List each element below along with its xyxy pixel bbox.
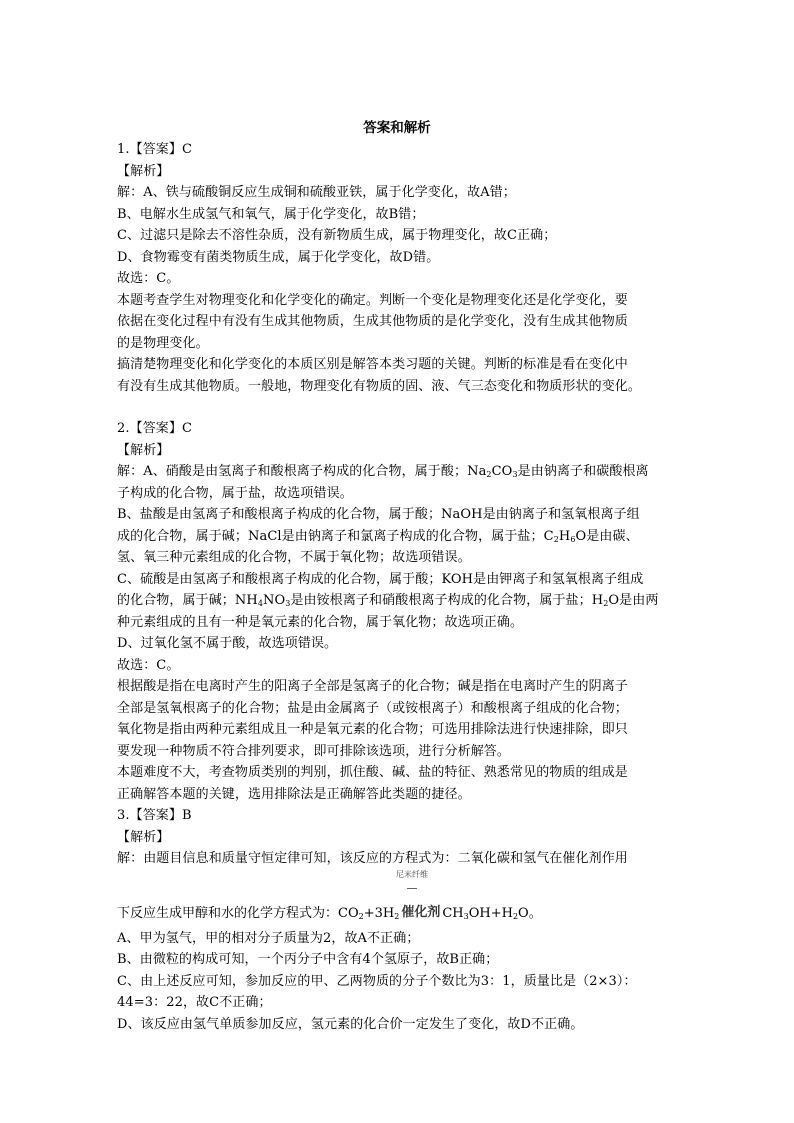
subscript: 2 — [486, 470, 492, 479]
q2-line-a1 — [117, 461, 677, 483]
condition-bar — [407, 888, 417, 889]
q1-line: C、过滤只是除去不溶性杂质，没有新物质生成，属于物理变化，故C正确； — [117, 228, 557, 243]
spacer — [117, 397, 677, 418]
chemical-equation — [117, 870, 677, 928]
subscript: 2 — [358, 911, 364, 921]
text: CH — [442, 905, 464, 921]
q2-tail-line: 正确解答本题的关键，选用排除法是正确解答此类题的捷径。 — [117, 786, 471, 802]
subscript: 3 — [285, 599, 291, 608]
text: 成的化合物，属于碱；NaCl是由钠离子和氯离子构成的化合物，属于盐；C — [117, 528, 554, 544]
question-2 — [117, 418, 677, 805]
q2-line-c3: 种元素组成的且有一种是氧元素的化合物，属于氧化物；故选项正确。 — [117, 614, 524, 630]
q1-line: 有没有生成其他物质。一般地，物理变化有物质的固、液、气三态变化和物质形状的变化。 — [117, 378, 642, 394]
q2-line-c1: C、硫酸是由氢离子和酸根离子构成的化合物，属于酸；KOH是由钾离子和氢氧根离子组成 — [117, 571, 644, 587]
subscript: 6 — [570, 534, 576, 544]
q1-line: B、电解水生成氢气和氧气，属于化学变化，故B错； — [117, 206, 425, 222]
reaction-condition — [382, 870, 442, 889]
text: O是由两 — [608, 593, 659, 608]
q2-line-b3: 氢、氧三种元素组成的化合物，不属于氧化物；故选项错误。 — [117, 550, 471, 565]
subscript: 2 — [512, 911, 519, 921]
q2-tail-line: 全部是氢氧根离子的化合物；盐是由金属离子（或铵根离子）和酸根离子组成的化合物； — [117, 700, 628, 716]
q3-line: 44=3：22，故C不正确； — [117, 995, 272, 1010]
q3-intro: 解：由题目信息和质量守恒定律可知，该反应的方程式为：二氧化碳和氢气在催化剂作用 — [117, 851, 628, 866]
text: O。 — [518, 905, 542, 921]
text: 下反应生成甲醇和水的化学方程式为：CO — [117, 905, 359, 921]
question-1 — [117, 139, 677, 397]
subscript: 3 — [463, 911, 469, 921]
q3-line: C、由上述反应可知，参加反应的甲、乙两物质的分子个数比为3：1，质量比是（2×3）： — [117, 973, 637, 989]
equation-line — [117, 902, 542, 924]
q2-tail-line: 根据酸是指在电离时产生的阳离子全部是氢离子的化合物；碱是指在电离时产生的阴离子 — [117, 679, 628, 694]
subscript: 4 — [257, 599, 264, 608]
q1-line: 本题考查学生对物理变化和化学变化的确定。判断一个变化是物理变化还是化学变化，要 — [117, 292, 628, 308]
subscript: 2 — [603, 599, 609, 608]
q1-line: 解：A、铁与硫酸铜反应生成铜和硫酸亚铁，属于化学变化，故A错； — [117, 185, 516, 200]
text: 的化合物，属于碱；NH — [117, 593, 258, 608]
text: 解：A、硝酸是由氢离子和酸根离子构成的化合物，属于酸；Na — [117, 464, 487, 479]
subscript: 2 — [394, 911, 400, 921]
q3-analysis-heading: 【解析】 — [117, 829, 170, 845]
q2-answer: 2.【答案】C — [117, 421, 193, 436]
q2-line-b2 — [117, 526, 677, 548]
q2-choice: 故选：C。 — [117, 657, 180, 673]
q2-tail-line: 本题难度不大，考查物质类别的判别，抓住酸、碱、盐的特征、熟悉常见的物质的组成是 — [117, 765, 628, 780]
text: +3H — [363, 905, 395, 921]
catalyst-label: 催化剂 — [401, 904, 441, 920]
subscript: 3 — [512, 470, 518, 479]
q3-line: D、该反应由氢气单质参加反应，氢元素的化合价一定发生了变化，故D不正确。 — [117, 1016, 584, 1032]
q2-line-d1: D、过氧化氢不属于酸，故选项错误。 — [117, 636, 338, 651]
q3-line: B、由微粒的构成可知，一个丙分子中含有4个氢原子，故B正确； — [117, 952, 499, 967]
condition-label: 尼米纤维 — [396, 869, 428, 879]
q1-line: D、食物霉变有菌类物质生成，属于化学变化，故D错。 — [117, 249, 440, 265]
subscript: 2 — [553, 534, 559, 544]
q1-line: 故选：C。 — [117, 271, 180, 286]
text: OH+H — [468, 905, 513, 921]
q1-line: 搞清楚物理变化和化学变化的本质区别是解答本类习题的关键。判断的标准是看在变化中 — [117, 357, 628, 372]
q2-line-c2 — [117, 590, 677, 612]
q2-line-b1: B、盐酸是由氢离子和酸根离子构成的化合物，属于酸；NaOH是由钠离子和氢氧根离子组 — [117, 507, 640, 522]
q2-line-a2: 子构成的化合物，属于盐，故选项错误。 — [117, 485, 353, 501]
q3-line: A、甲为氢气，甲的相对分子质量为2，故A不正确； — [117, 930, 420, 946]
q1-analysis-heading: 【解析】 — [117, 163, 170, 179]
q2-analysis-heading: 【解析】 — [117, 442, 170, 458]
page-title: 答案和解析 — [363, 120, 431, 136]
document-page — [117, 118, 677, 1035]
question-3 — [117, 805, 677, 1035]
q2-tail-line: 要发现一种物质不符合排列要求，即可排除该选项，进行分析解答。 — [117, 743, 511, 759]
text: H — [558, 528, 571, 544]
text: O是由碳、 — [575, 528, 639, 544]
text: NO — [263, 593, 286, 608]
q2-tail-line: 氧化物是指由两种元素组成且一种是氧元素的化合物；可选用排除法进行快速排除，即只 — [117, 722, 628, 737]
text: 是由钠离子和碳酸根离 — [517, 464, 649, 479]
q1-line: 依据在变化过程中有没有生成其他物质，生成其他物质的是化学变化，没有生成其他物质 — [117, 314, 628, 329]
q1-answer: 1.【答案】C — [117, 142, 193, 157]
text: 是由铵根离子和硝酸根离子构成的化合物，属于盐；H — [290, 593, 604, 608]
q3-answer: 3.【答案】B — [117, 808, 192, 823]
q1-line: 的是物理变化。 — [117, 335, 209, 351]
text: CO — [491, 464, 513, 479]
